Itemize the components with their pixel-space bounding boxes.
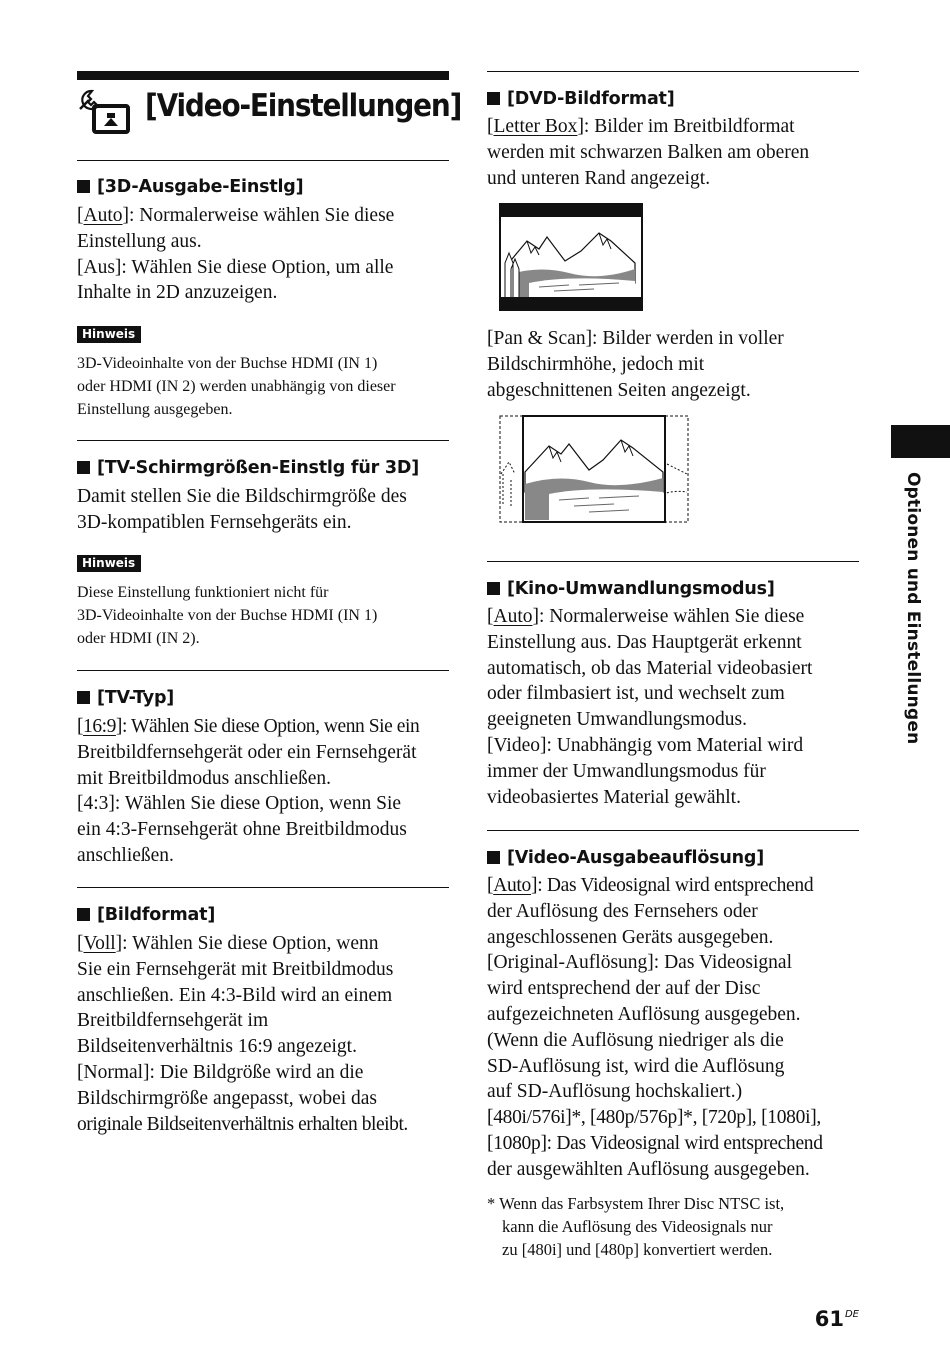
text-line: Breitbildfernsehgerät oder ein Fernsehgerät bbox=[77, 741, 417, 763]
section-tv-size-body bbox=[77, 484, 407, 536]
section-divider bbox=[77, 440, 449, 441]
page-language-code: DE bbox=[844, 1309, 859, 1320]
square-bullet-icon bbox=[77, 691, 90, 704]
page-title: [Video-Einstellungen] bbox=[145, 88, 462, 124]
text-line: automatisch, ob das Material videobasiert bbox=[487, 657, 813, 679]
text-line: immer der Umwandlungsmodus für bbox=[487, 760, 766, 782]
text-line: auf SD-Auflösung hochskaliert.) bbox=[487, 1081, 743, 1103]
pan-scan-illustration bbox=[499, 414, 691, 524]
note-text bbox=[77, 352, 396, 421]
text-line: oder filmbasiert ist, und wechselt zum bbox=[487, 683, 785, 705]
square-bullet-icon bbox=[77, 461, 90, 474]
text-line: ]: Wählen Sie diese Option, wenn bbox=[115, 933, 379, 954]
side-tab-label: Optionen und Einstellungen bbox=[903, 472, 923, 745]
text-line: zu [480i] und [480p] konvertiert werden. bbox=[502, 1240, 773, 1259]
default-option: 16:9 bbox=[83, 716, 116, 737]
note-label: Hinweis bbox=[77, 555, 141, 572]
square-bullet-icon bbox=[487, 582, 500, 595]
section-3d-output-heading bbox=[77, 177, 303, 197]
text-line: der Auflösung des Fernsehers oder bbox=[487, 900, 758, 922]
text-line: ein 4:3-Fernsehgerät ohne Breitbildmodus bbox=[77, 819, 407, 841]
default-option: Letter Box bbox=[493, 116, 578, 137]
square-bullet-icon bbox=[487, 851, 500, 864]
text-line: 3D-Videoinhalte von der Buchse HDMI (IN 1) bbox=[77, 355, 378, 372]
text-line: 3D-kompatiblen Fernsehgeräts ein. bbox=[77, 511, 352, 533]
text-line: mit Breitbildmodus anschließen. bbox=[77, 767, 332, 789]
text-line: werden mit schwarzen Balken am oberen bbox=[487, 141, 810, 163]
text-line: ]: Das Videosignal wird entsprechend bbox=[531, 875, 814, 896]
text-line: videobasiertes Material gewählt. bbox=[487, 786, 741, 808]
section-dvd-format-body: [Letter Box]: Bilder im Breitbildformat werden mit schwarzen Balken am oberen und unteren Rand angezeigt. bbox=[487, 114, 809, 191]
text-line: angeschlossenen Geräts ausgegeben. bbox=[487, 926, 774, 948]
section-output-resolution-heading bbox=[487, 848, 764, 868]
section-tv-type-body: [16:9]: Wählen Sie diese Option, wenn Sie ein Breitbildfernsehgerät oder ein Fernsehgerät mit Breitbildmodus anschließen. [4:3]: Wählen Sie diese Option, wenn Sie ein 4:3-Fernsehgerät ohne Breitbildmodus anschließen. bbox=[77, 714, 419, 869]
square-bullet-icon bbox=[77, 180, 90, 193]
section-dvd-format-heading bbox=[487, 89, 675, 109]
text-line: ]: Normalerweise wählen Sie diese bbox=[122, 205, 395, 226]
section-output-resolution-body: [Auto]: Das Videosignal wird entsprechend der Auflösung des Fernsehers oder angeschlossenen Geräts ausgegeben. [Original-Auflösung]: Das Videosignal wird entsprechend der auf der Disc aufgezeichneten Auflösung ausgegeben. (Wenn die Auflösung niedriger als die SD-Auflösung ist, wird die Auflösung auf SD-Auflösung hochskaliert.) [480i/576i]*, [480p/576p]*, [720p], [1080i], [1080p]: Das Videosignal wird entsprechend der ausgewählten Auflösung ausgegeben. bbox=[487, 873, 823, 1183]
text-line: ]: Wählen Sie diese Option, wenn Sie ein bbox=[115, 716, 420, 737]
text-line: kann die Auflösung des Videosignals nur bbox=[502, 1217, 773, 1236]
footnote bbox=[487, 1192, 784, 1261]
text-line: aufgezeichneten Auflösung ausgegeben. bbox=[487, 1003, 801, 1025]
section-title: [Kino-Umwandlungsmodus] bbox=[507, 579, 775, 599]
section-divider bbox=[487, 561, 859, 562]
text-line: abgeschnittenen Seiten angezeigt. bbox=[487, 379, 751, 401]
text-line: geeigneten Umwandlungsmodus. bbox=[487, 709, 747, 731]
default-option: Auto bbox=[493, 606, 533, 627]
text-line: ]: Bilder im Breitbildformat bbox=[577, 116, 795, 137]
text-line: SD-Auflösung ist, wird die Auflösung bbox=[487, 1055, 785, 1077]
default-option: Auto bbox=[493, 875, 532, 896]
text-line: anschließen. Ein 4:3-Bild wird an einem bbox=[77, 984, 393, 1006]
section-divider bbox=[77, 670, 449, 671]
section-title: [TV-Typ] bbox=[97, 688, 175, 708]
text-line: * Wenn das Farbsystem Ihrer Disc NTSC ist, bbox=[487, 1194, 785, 1213]
default-option: Voll bbox=[83, 933, 116, 954]
square-bullet-icon bbox=[77, 908, 90, 921]
text-line: Diese Einstellung funktioniert nicht für bbox=[77, 584, 329, 601]
text-line: [480i/576i]*, [480p/576p]*, [720p], [1080i], bbox=[487, 1107, 821, 1129]
text-line: (Wenn die Auflösung niedriger als die bbox=[487, 1029, 784, 1051]
section-title: [TV-Schirmgrößen-Einstlg für 3D] bbox=[97, 458, 420, 478]
section-divider bbox=[487, 830, 859, 831]
section-divider bbox=[77, 887, 449, 888]
text-line: [Original-Auflösung]: Das Videosignal bbox=[487, 952, 793, 974]
text-line: anschließen. bbox=[77, 844, 174, 866]
section-title: [3D-Ausgabe-Einstlg] bbox=[97, 177, 304, 197]
text-line: oder HDMI (IN 2) werden unabhängig von dieser bbox=[77, 378, 396, 395]
text-line: oder HDMI (IN 2). bbox=[77, 630, 200, 647]
section-3d-output-body: [Auto]: Normalerweise wählen Sie diese Einstellung aus. [Aus]: Wählen Sie diese Option, um alle Inhalte in 2D anzuzeigen. bbox=[77, 203, 394, 306]
text-line: wird entsprechend der auf der Disc bbox=[487, 978, 761, 1000]
square-bullet-icon bbox=[487, 92, 500, 105]
page-number-value: 61 bbox=[814, 1307, 844, 1331]
section-title: [DVD-Bildformat] bbox=[507, 89, 675, 109]
text-line: Bildschirmhöhe, jedoch mit bbox=[487, 353, 705, 375]
text-line: [Pan & Scan]: Bilder werden in voller bbox=[487, 328, 784, 349]
text-line: Sie ein Fernsehgerät mit Breitbildmodus bbox=[77, 958, 394, 980]
section-cinema-conversion-body: [Auto]: Normalerweise wählen Sie diese Einstellung aus. Das Hauptgerät erkennt automatisch, ob das Material videobasiert oder filmbasiert ist, und wechselt zum geeigneten Umwandlungsmodus. [Video]: Unabhängig vom Material wird immer der Umwandlungsmodus für videobasiertes Material gewählt. bbox=[487, 604, 812, 810]
text-line: ]: Normalerweise wählen Sie diese bbox=[532, 606, 805, 627]
section-tv-type-heading bbox=[77, 688, 174, 708]
section-tv-size-heading bbox=[77, 458, 419, 478]
text-line: [Video]: Unabhängig vom Material wird bbox=[487, 734, 804, 756]
text-line: [4:3]: Wählen Sie diese Option, wenn Sie bbox=[77, 793, 402, 815]
page-number bbox=[815, 1307, 859, 1331]
section-divider bbox=[77, 160, 449, 161]
section-title: [Video-Ausgabeauflösung] bbox=[507, 848, 765, 868]
text-line: Einstellung aus. Das Hauptgerät erkennt bbox=[487, 631, 802, 653]
note-label: Hinweis bbox=[77, 326, 141, 343]
side-tab-marker bbox=[891, 425, 950, 458]
section-picture-format-body: [Voll]: Wählen Sie diese Option, wenn Sie ein Fernsehgerät mit Breitbildmodus anschließen. Ein 4:3-Bild wird an einem Breitbildfernsehgerät im Bildseitenverhältnis 16:9 angezeigt. [Normal]: Die Bildgröße wird an die Bildschirmgröße angepasst, wobei das originale Bildseitenverhältnis erhalten bleibt. bbox=[77, 931, 408, 1137]
text-line: Einstellung aus. bbox=[77, 230, 202, 252]
section-divider bbox=[487, 71, 859, 72]
section-dvd-format-body-2 bbox=[487, 326, 784, 403]
default-option: Auto bbox=[83, 205, 123, 226]
text-line: [1080p]: Das Videosignal wird entsprechend bbox=[487, 1132, 823, 1154]
note-text bbox=[77, 581, 377, 650]
text-line: Breitbildfernsehgerät im bbox=[77, 1010, 269, 1032]
text-line: Einstellung ausgegeben. bbox=[77, 401, 233, 418]
section-title: [Bildformat] bbox=[97, 905, 216, 925]
text-line: [Aus]: Wählen Sie diese Option, um alle bbox=[77, 256, 394, 278]
text-line: 3D-Videoinhalte von der Buchse HDMI (IN 1) bbox=[77, 607, 378, 624]
text-line: der ausgewählten Auflösung ausgegeben. bbox=[487, 1158, 810, 1180]
text-line: Bildschirmgröße angepasst, wobei das bbox=[77, 1087, 378, 1109]
section-cinema-conversion-heading bbox=[487, 579, 775, 599]
section-picture-format-heading bbox=[77, 905, 215, 925]
text-line: originale Bildseitenverhältnis erhalten bleibt. bbox=[77, 1113, 408, 1135]
video-settings-icon bbox=[76, 88, 136, 134]
text-line: [Normal]: Die Bildgröße wird an die bbox=[77, 1061, 364, 1083]
text-line: und unteren Rand angezeigt. bbox=[487, 167, 711, 189]
text-line: Damit stellen Sie die Bildschirmgröße des bbox=[77, 486, 407, 507]
letterbox-illustration bbox=[499, 203, 643, 311]
text-line: Inhalte in 2D anzuzeigen. bbox=[77, 282, 278, 304]
text-line: Bildseitenverhältnis 16:9 angezeigt. bbox=[77, 1036, 357, 1058]
title-top-bar bbox=[77, 71, 449, 80]
